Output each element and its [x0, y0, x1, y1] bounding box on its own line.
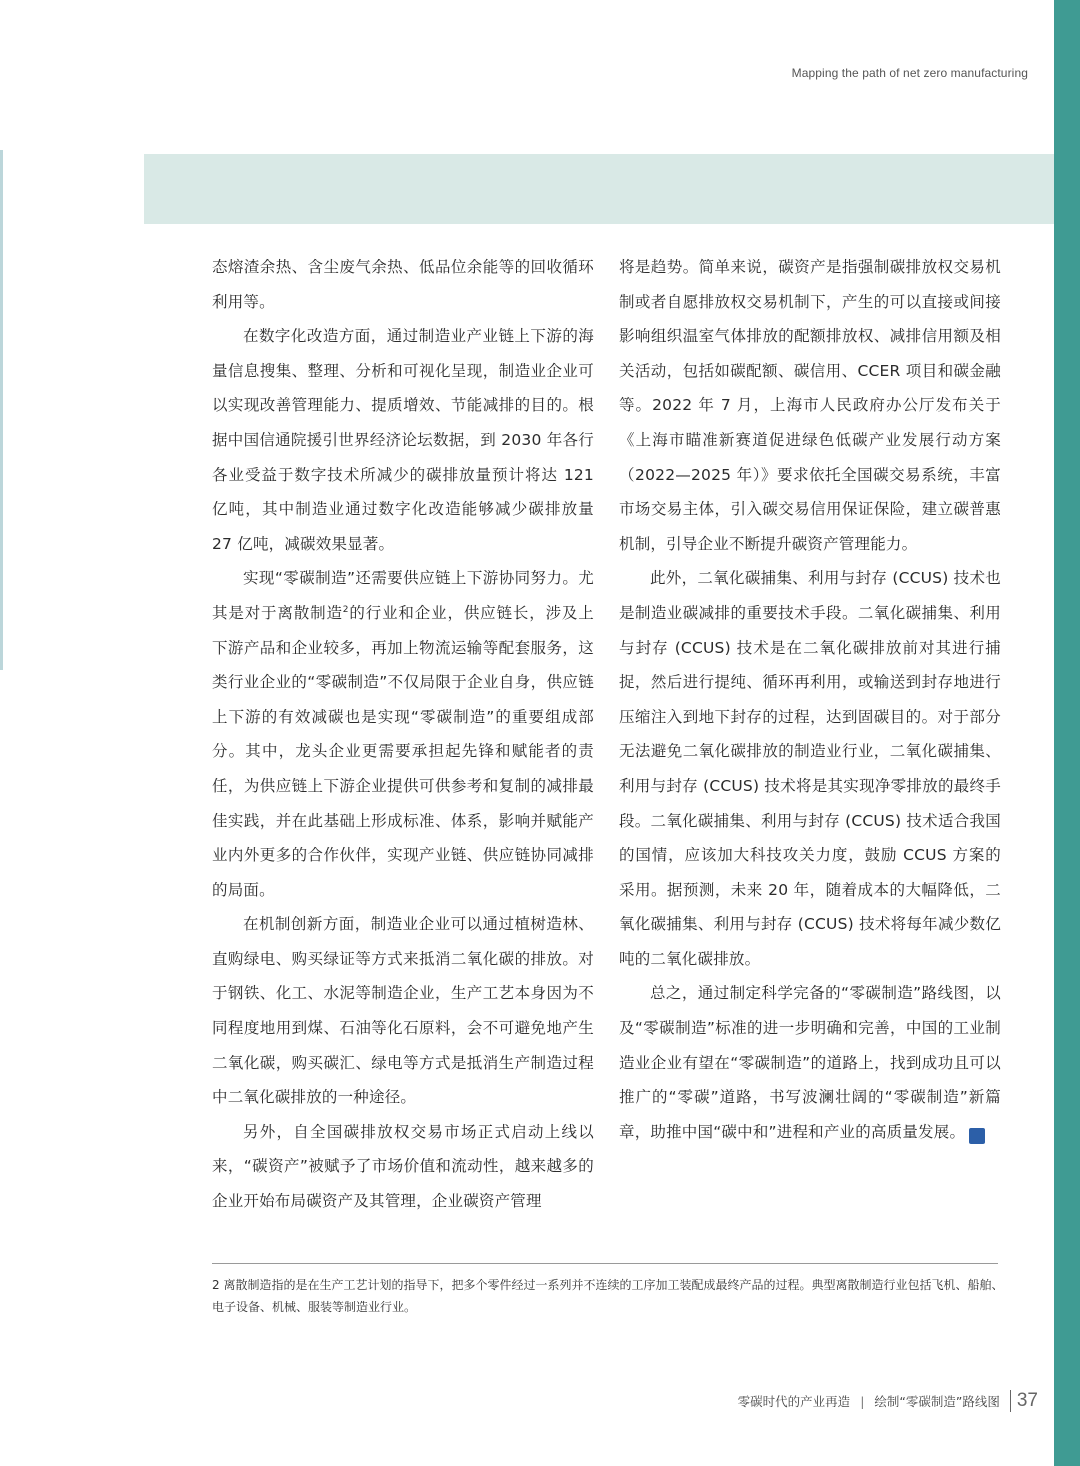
right-column: [619, 250, 1009, 1149]
chapter-title: 绘制“零碳制造”路线图: [874, 1394, 1000, 1409]
footnote: [212, 1274, 1012, 1318]
paragraph: [619, 976, 1009, 1149]
footer-bar: [1010, 1390, 1011, 1412]
paragraph: 另外，自全国碳排放权交易市场正式启动上线以来，“碳资产”被赋予了市场价值和流动性，越来越多的企业开始布局碳资产及其管理，企业碳资产管理: [212, 1122, 594, 1211]
footer-separator: |: [860, 1393, 865, 1409]
lightning-bolt-icon: ⚡: [969, 1128, 985, 1144]
footnote-ref: 2: [342, 604, 349, 615]
page-number: 37: [1016, 1390, 1038, 1411]
page-footer: [738, 1390, 1038, 1412]
left-column: [212, 250, 594, 1219]
footnote-text: 离散制造指的是在生产工艺计划的指导下，把多个零件经过一系列并不连续的工序加工装配成最终产品的过程。典型离散制造行业包括飞机、船舶、电子设备、机械、服装等制造业行业。: [212, 1278, 1004, 1314]
right-edge-band: [1054, 0, 1080, 1466]
header-band: [144, 154, 1054, 224]
paragraph-text: 的行业和企业，供应链长，涉及上下游产品和企业较多，再加上物流运输等配套服务，这类行业企业的“零碳制造”不仅局限于企业自身，供应链上下游的有效减碳也是实现“零碳制造”的重要组成部分。其中，龙头企业更需要承担起先锋和赋能者的责任，为供应链上下游企业提供可供参考和复制的减排最佳实践，并在此基础上形成标准、体系，影响并赋能产业内外更多的合作伙伴，实现产业链、供应链协同减排的局面。: [212, 603, 594, 899]
paragraph-text: 总之，通过制定科学完备的“零碳制造”路线图，以及“零碳制造”标准的进一步明确和完善，中国的工业制造业企业有望在“零碳制造”的道路上，找到成功且可以推广的“零碳”道路，书写波澜壮阔的“零碳制造”新篇章，助推中国“碳中和”进程和产业的高质量发展。: [619, 984, 1001, 1141]
paragraph: 在机制创新方面，制造业企业可以通过植树造林、直购绿电、购买绿证等方式来抵消二氧化碳的排放。对于钢铁、化工、水泥等制造企业，生产工艺本身因为不同程度地用到煤、石油等化石原料，会不可避免地产生二氧化碳，购买碳汇、绿电等方式是抵消生产制造过程中二氧化碳排放的一种途径。: [212, 915, 594, 1107]
paragraph: 此外，二氧化碳捕集、利用与封存 (CCUS) 技术也是制造业碳减排的重要技术手段。二氧化碳捕集、利用与封存 (CCUS) 技术是在二氧化碳排放前对其进行捕捉，然后进行提纯、循环再利用，或输送到封存地进行压缩注入到地下封存的过程，达到固碳目的。对于部分无法避免二氧化碳排放的制造业行业，二氧化碳捕集、利用与封存 (CCUS) 技术将是其实现净零排放的最终手段。二氧化碳捕集、利用与封存 (CCUS) 技术适合我国的国情，应该加大科技攻关力度，鼓励 CCUS 方案的采用。据预测，未来 20 年，随着成本的大幅降低，二氧化碳捕集、利用与封存 (CCUS) 技术将每年减少数亿吨的二氧化碳排放。: [619, 569, 1001, 968]
footnote-divider: [212, 1263, 998, 1264]
book-title: 零碳时代的产业再造: [737, 1394, 851, 1409]
footnote-number: 2: [212, 1278, 220, 1292]
running-header: Mapping the path of net zero manufacturing: [791, 66, 1028, 80]
left-edge-strip: [0, 150, 3, 670]
paragraph-text: 实现“零碳制造”还需要供应链上下游协同努力。尤其是对于离散制造: [212, 569, 594, 622]
paragraph: 态熔渣余热、含尘废气余热、低品位余能等的回收循环利用等。: [212, 258, 594, 311]
paragraph: 在数字化改造方面，通过制造业产业链上下游的海量信息搜集、整理、分析和可视化呈现，制造业企业可以实现改善管理能力、提质增效、节能减排的目的。根据中国信通院援引世界经济论坛数据，到 2030 年各行各业受益于数字技术所减少的碳排放量预计将达 121 亿吨，其中制造业通过数字化改造能够减少碳排放量 27 亿吨，减碳效果显著。: [212, 327, 594, 553]
paragraph: 将是趋势。简单来说，碳资产是指强制碳排放权交易机制或者自愿排放权交易机制下，产生的可以直接或间接影响组织温室气体排放的配额排放权、减排信用额及相关活动，包括如碳配额、碳信用、CCER 项目和碳金融等。2022 年 7 月，上海市人民政府办公厅发布关于《上海市瞄准新赛道促进绿色低碳产业发展行动方案（2022—2025 年）》要求依托全国碳交易系统，丰富市场交易主体，引入碳交易信用保证保险，建立碳普惠机制，引导企业不断提升碳资产管理能力。: [619, 258, 1001, 553]
paragraph: [212, 561, 594, 907]
